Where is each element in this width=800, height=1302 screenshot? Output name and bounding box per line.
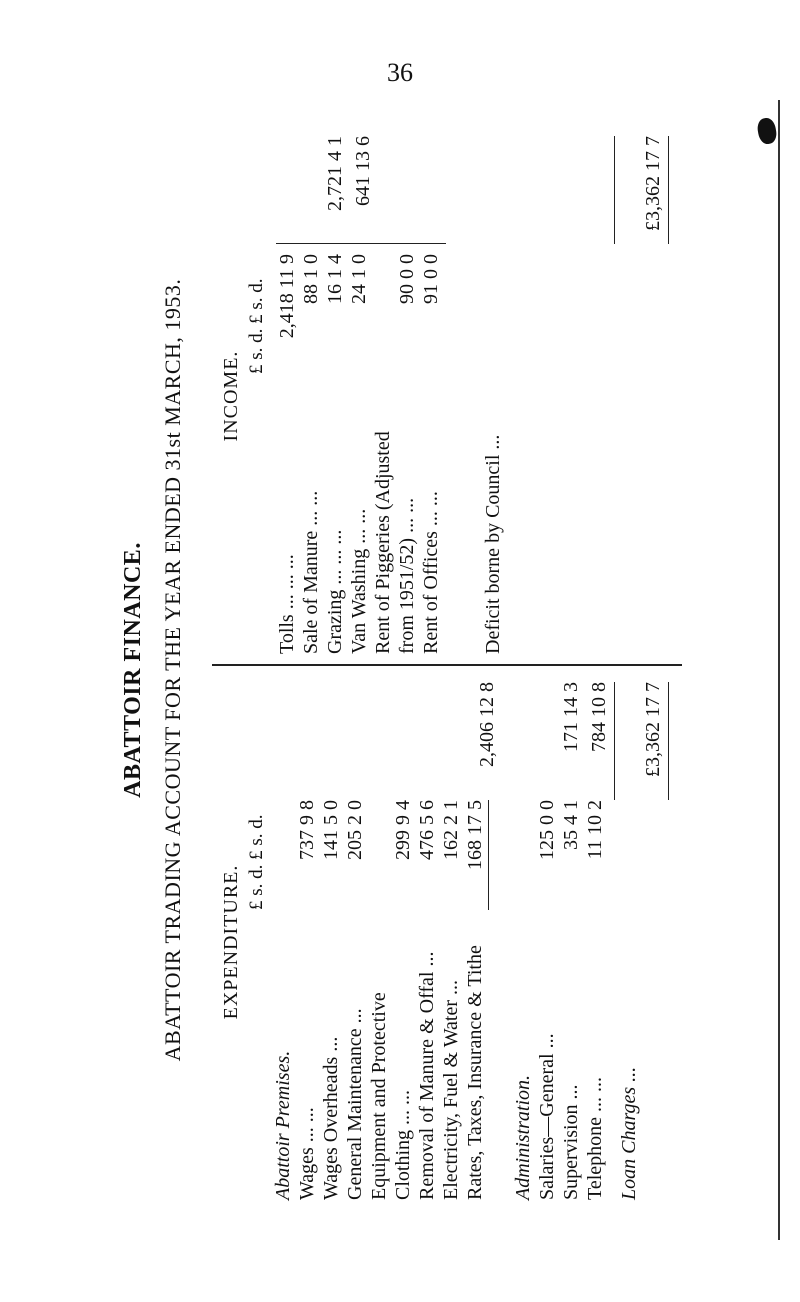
expense-amount: 162 2 1 [440,800,462,860]
expense-amount: 11 10 2 [584,800,606,860]
total-rule [614,682,615,800]
income-label: Sale of Manure ... ... [300,490,322,654]
currency-header: £ s. d. £ s. d. [246,278,267,374]
account-table [212,130,682,1210]
deficit-amount: 641 13 6 [352,136,374,206]
subtotal-rule [488,800,489,910]
document-title: ABATTOIR FINANCE. [120,542,146,798]
section-heading: Abattoir Premises. [272,1050,294,1200]
income-label: Grazing ... ... ... [324,529,346,654]
expense-label: Removal of Manure & Offal ... [416,951,438,1200]
expense-label: Supervision ... [560,1084,582,1200]
expense-label: Wages Overheads ... [320,1036,342,1200]
income-amount: 24 1 0 [348,254,370,304]
page-number: 36 [387,58,413,87]
expense-label: Electricity, Fuel & Water ... [440,980,462,1200]
expense-amount: 205 2 0 [344,800,366,860]
total-rule [668,682,669,800]
expense-label: Equipment and Protective [368,992,390,1200]
currency-header: £ s. d. £ s. d. [246,814,267,910]
income-amount: 91 0 0 [420,254,442,304]
income-label: Van Washing ... ... [348,508,370,654]
section-heading: Administration. [512,1074,534,1200]
rotated-table-sheet [120,130,680,1210]
deficit-label: Deficit borne by Council ... [482,434,504,654]
expense-label: Wages ... ... [296,1107,318,1200]
section-subtotal: 784 10 8 [588,682,610,752]
expense-amount: 299 9 4 [392,800,414,860]
expense-amount: 141 5 0 [320,800,342,860]
expense-label: Salaries—General ... [536,1033,558,1200]
expenditure-column [212,674,682,1210]
ink-blot-mark [756,117,778,146]
income-subtotal: 2,721 4 1 [324,136,346,211]
expense-label: Telephone ... ... [584,1076,606,1200]
expense-amount: 737 9 8 [296,800,318,860]
section-subtotal: 2,406 12 8 [476,682,498,767]
income-label: Rent of Offices ... ... [420,491,442,654]
income-amount: 88 1 0 [300,254,322,304]
expense-amount: 125 0 0 [536,800,558,860]
expense-label: Clothing ... ... [392,1089,414,1200]
income-amount: 16 1 4 [324,254,346,304]
expense-amount: 476 5 6 [416,800,438,860]
expense-label: General Maintenance ... [344,1008,366,1200]
income-amount: 90 0 0 [396,254,418,304]
income-label: Rent of Piggeries (Adjusted [372,431,394,654]
expense-amount: 168 17 5 [464,800,486,870]
total-rule [668,136,669,244]
section-subtotal: 171 14 3 [560,682,582,752]
page-edge-line [778,100,780,1240]
expenditure-heading: EXPENDITURE. [220,864,242,1020]
section-heading: Loan Charges ... [618,1066,640,1200]
income-label: Tolls ... ... ... [276,554,298,654]
expense-label: Rates, Taxes, Insurance & Tithe [464,945,486,1200]
income-column [212,128,682,666]
total-rule [614,136,615,244]
document-subtitle: ABATTOIR TRADING ACCOUNT FOR THE YEAR ENDED 31st MARCH, 1953. [160,278,185,1062]
income-heading: INCOME. [220,350,242,442]
grand-total: £3,362 17 7 [642,136,664,231]
grand-total: £3,362 17 7 [642,682,664,777]
income-amount: 2,418 11 9 [276,254,298,339]
expense-amount: 35 4 1 [560,800,582,850]
income-label: from 1951/52) ... ... [396,497,418,654]
